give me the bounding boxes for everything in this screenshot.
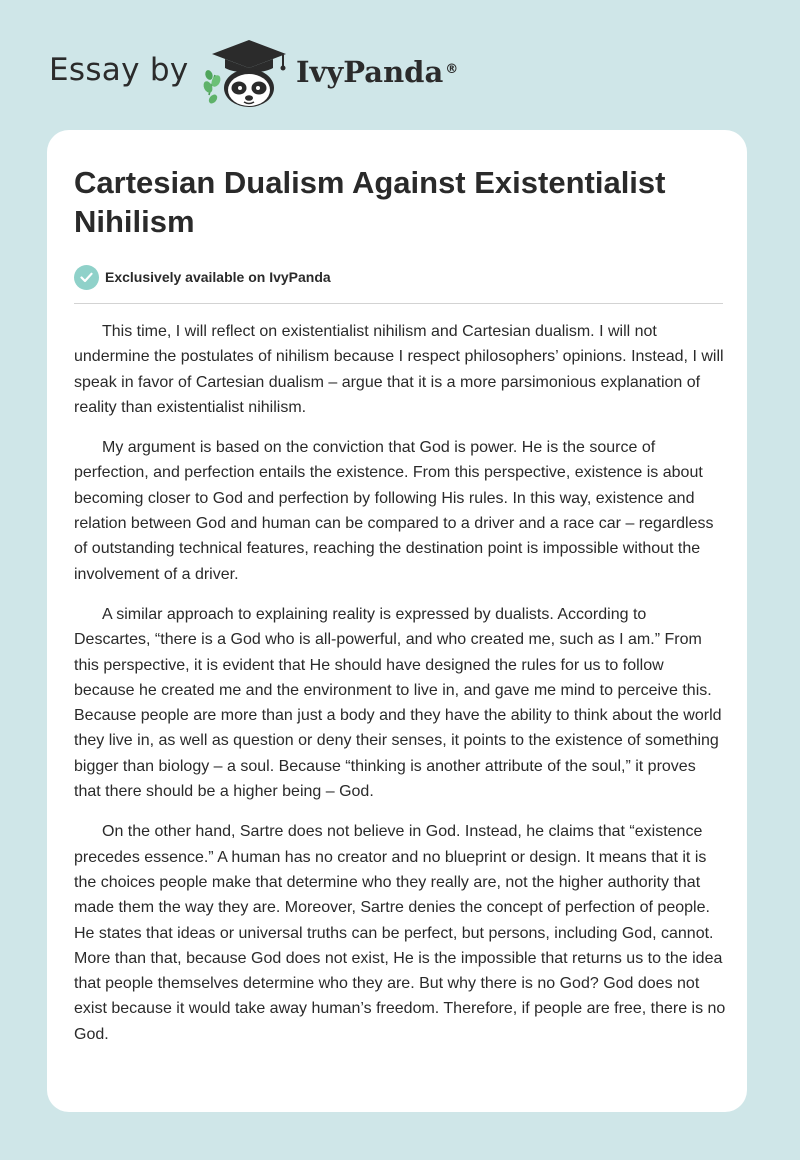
paragraph: My argument is based on the conviction that God is power. He is the source of perfection, and perfection entails the existence. From this perspective, existence is about becoming closer to God and perfection by following His rules. In this way, existence and relation between God and human can be compared to a driver and a race car – regardless of outstanding technical features, reaching the destination point is impossible without the involvement of a driver.: [74, 439, 714, 583]
ivy-leaves-icon: [202, 69, 222, 105]
essay-card: [47, 130, 747, 1112]
paragraph: This time, I will reflect on existentialist nihilism and Cartesian dualism. I will not undermine the postulates of nihilism because I respect philosophers’ opinions. Instead, I will speak in favor of Cartesian dualism – argue that it is a more parsimonious explanation of reality than existentialist nihilism.: [74, 323, 724, 416]
panda-graduation-cap-icon[interactable]: [199, 37, 291, 109]
exclusive-badge: [74, 264, 331, 290]
brand-name[interactable]: IvyPanda ®: [296, 55, 459, 89]
check-circle-icon: [74, 265, 99, 290]
essay-by-label: Essay by: [49, 52, 189, 88]
site-header: [0, 0, 800, 125]
divider: [74, 303, 723, 304]
paragraph: A similar approach to explaining reality is expressed by dualists. According to Descartes, “there is a God who is all-powerful, and who created me, such as I am.” From this perspective, it is evident that He should have designed the rules for us to follow because he created me and the environment to live in, and gave me mind to perceive this. Because people are more than just a body and they have the ability to think about the world they live in, as well as question or deny their senses, it points to the existence of something bigger than biology – a soul. Because “thinking is another attribute of the soul,” it proves that there should be a higher being – God.: [74, 605, 722, 801]
essay-body: [74, 319, 726, 1062]
paragraph: On the other hand, Sartre does not believe in God. Instead, he claims that “existence precedes essence.” A human has no creator and no blueprint or design. It means that it is the choices people make that determine who they really are, not the higher authority that made them the way they are. Moreover, Sartre denies the concept of perfection of people. He states that ideas or universal truths can be perfect, but persons, including God, cannot. More than that, because God does not exist, He is the impossible that returns us to the idea that people themselves determine who they are. But why there is no God? God does not exist because it would take away human’s freedom. Therefore, if people are free, there is no God.: [74, 823, 726, 1043]
page-title: Cartesian Dualism Against Existentialist Nihilism: [74, 165, 666, 239]
badge-label: Exclusively available on IvyPanda: [105, 269, 331, 285]
trademark-symbol: ®: [445, 62, 459, 77]
